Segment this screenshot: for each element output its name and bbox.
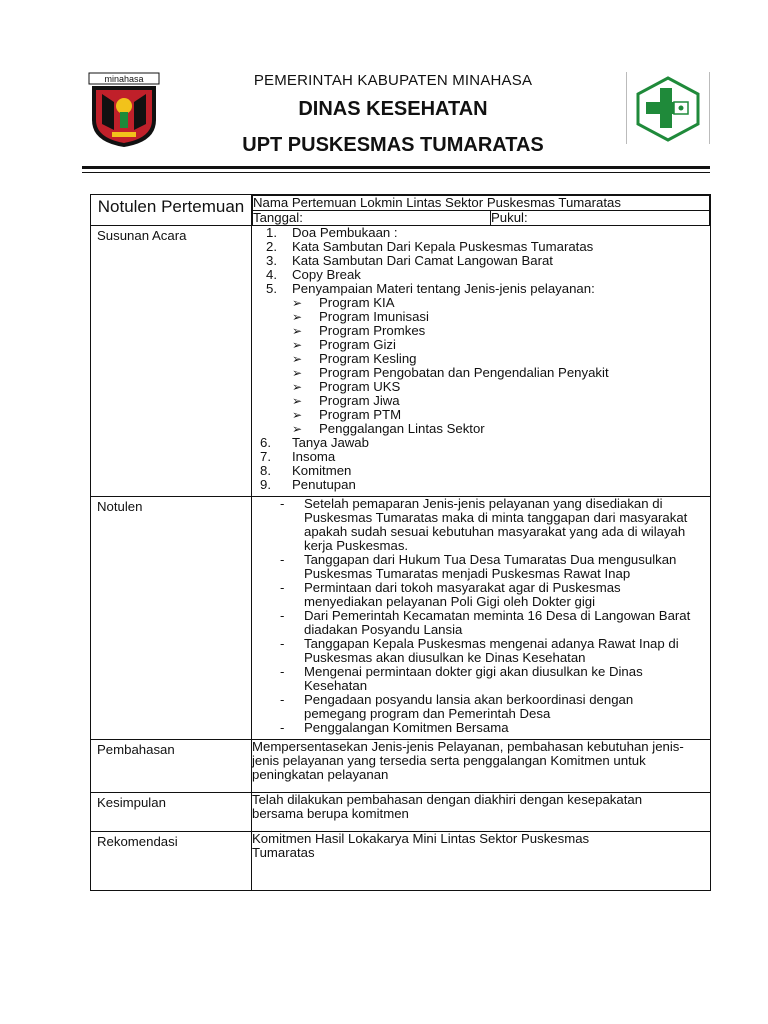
rekomendasi-label: Rekomendasi <box>91 832 252 891</box>
notulen-label: Notulen <box>91 497 252 740</box>
list-item: ➢ Penggalangan Lintas Sektor <box>292 421 485 436</box>
meeting-info-row <box>91 195 711 226</box>
list-item: - Dari Pemerintah Kecamatan meminta 16 Desa di Langowan Barat diadakan Posyandu Lansia <box>280 608 691 637</box>
list-item: 9. Penutupan <box>260 477 356 492</box>
list-item: ➢ Program Imunisasi <box>292 309 429 324</box>
kesimpulan-text: Telah dilakukan pembahasan dengan diakhiri dengan kesepakatan bersama berupa komitmen <box>252 793 711 832</box>
arrow-bullet-icon: ➢ <box>292 366 303 380</box>
rekomendasi-row <box>91 832 711 891</box>
list-item: 5. Penyampaian Materi tentang Jenis-jenis pelayanan: <box>266 281 595 296</box>
list-item: ➢ Program Kesling <box>292 351 417 366</box>
list-item: ➢ Program Pengobatan dan Pengendalian Penyakit <box>292 365 609 380</box>
agenda-list-continued <box>252 436 710 492</box>
title-label: Notulen Pertemuan <box>91 195 252 226</box>
list-item: - Pengadaan posyandu lansia akan berkoordinasi dengan pemegang program dan Pemerintah Desa <box>280 692 634 721</box>
list-item: 2. Kata Sambutan Dari Kepala Puskesmas Tumaratas <box>266 239 594 254</box>
arrow-bullet-icon: ➢ <box>292 422 303 436</box>
list-item: ➢ Program KIA <box>292 295 395 310</box>
agenda-row <box>91 226 711 497</box>
list-item: 7. Insoma <box>260 449 336 464</box>
notulen-row <box>91 497 711 740</box>
list-item: ➢ Program Gizi <box>292 337 396 352</box>
arrow-bullet-icon: ➢ <box>292 310 303 324</box>
list-item: ➢ Program UKS <box>292 379 401 394</box>
arrow-bullet-icon: ➢ <box>292 324 303 338</box>
list-item: - Tanggapan Kepala Puskesmas mengenai adanya Rawat Inap di Puskesmas akan diusulkan ke Dinas Kesehatan <box>280 636 679 665</box>
arrow-bullet-icon: ➢ <box>292 380 303 394</box>
meeting-name: Nama Pertemuan Lokmin Lintas Sektor Puskesmas Tumaratas <box>253 196 710 211</box>
pembahasan-row <box>91 740 711 793</box>
kesimpulan-row <box>91 793 711 832</box>
rekomendasi-text: Komitmen Hasil Lokakarya Mini Lintas Sektor Puskesmas Tumaratas <box>252 832 711 891</box>
meeting-info-table <box>252 195 710 225</box>
list-item: - Tanggapan dari Hukum Tua Desa Tumaratas Dua mengusulkan Puskesmas Tumaratas menjadi Puskesmas Rawat Inap <box>280 552 677 581</box>
list-item: ➢ Program Promkes <box>292 323 426 338</box>
agenda-list <box>252 226 710 296</box>
list-item: - Mengenai permintaan dokter gigi akan diusulkan ke Dinas Kesehatan <box>280 664 643 693</box>
kesimpulan-label: Kesimpulan <box>91 793 252 832</box>
list-item: 3. Kata Sambutan Dari Camat Langowan Barat <box>266 253 553 268</box>
logo-left-text: minahasa <box>104 74 144 84</box>
header-line-puskesmas: UPT PUSKESMAS TUMARATAS <box>242 134 544 156</box>
pembahasan-text: Mempersentasekan Jenis-jenis Pelayanan, pembahasan kebutuhan jenis-jenis pelayanan yang tersedia serta penggalangan Komitmen untuk peningkatan pelayanan <box>252 740 711 793</box>
list-item: 4. Copy Break <box>266 267 361 282</box>
list-item: ➢ Program PTM <box>292 407 402 422</box>
list-item: 1. Doa Pembukaan : <box>266 225 398 240</box>
puskesmas-logo <box>626 72 710 144</box>
time-field: Pukul: <box>491 211 710 226</box>
pembahasan-label: Pembahasan <box>91 740 252 793</box>
header-divider-thin <box>82 172 710 173</box>
header-divider-thick <box>82 166 710 169</box>
list-item: 6. Tanya Jawab <box>260 435 369 450</box>
list-item: - Setelah pemaparan Jenis-jenis pelayanan yang disediakan di Puskesmas Tumaratas maka di minta tanggapan dari masyarakat apakah sudah sesuai kebutuhan masyarakat yang ada di wilayah kerja Puskesmas. <box>280 496 688 553</box>
arrow-bullet-icon: ➢ <box>292 408 303 422</box>
program-list <box>252 296 710 436</box>
agenda-label: Susunan Acara <box>91 226 252 497</box>
notulen-list <box>252 497 696 735</box>
list-item: - Penggalangan Komitmen Bersama <box>280 720 509 735</box>
arrow-bullet-icon: ➢ <box>292 352 303 366</box>
list-item: ➢ Program Jiwa <box>292 393 400 408</box>
list-item: - Permintaan dari tokoh masyarakat agar di Puskesmas menyediakan pelayanan Poli Gigi oleh Dokter gigi <box>280 580 621 609</box>
header-line-government: PEMERINTAH KABUPATEN MINAHASA <box>253 72 533 89</box>
arrow-bullet-icon: ➢ <box>292 394 303 408</box>
minutes-table <box>90 194 711 891</box>
header-line-department: DINAS KESEHATAN <box>298 98 488 120</box>
list-item: 8. Komitmen <box>260 463 352 478</box>
minahasa-emblem-logo <box>88 72 160 148</box>
arrow-bullet-icon: ➢ <box>292 338 303 352</box>
date-field: Tanggal: <box>253 211 491 226</box>
arrow-bullet-icon: ➢ <box>292 296 303 310</box>
